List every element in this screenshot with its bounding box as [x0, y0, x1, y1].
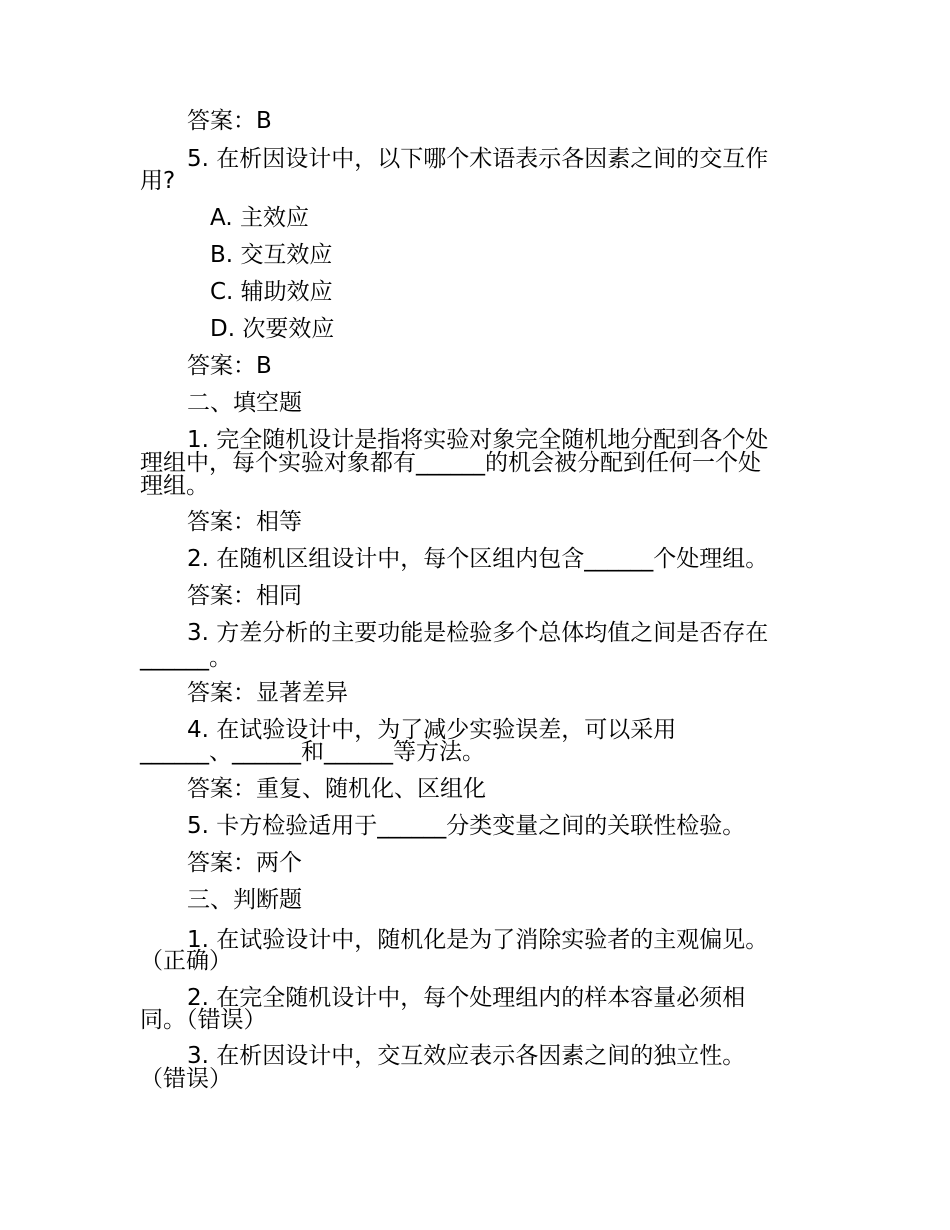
question-text: 5. 卡方检验适用于______分类变量之间的关联性检验。 — [187, 813, 746, 839]
question-text-cont: （错误） — [140, 1066, 232, 1092]
question-text: 2. 在完全随机设计中，每个处理组内的样本容量必须相 — [187, 985, 746, 1011]
question-text-cont: 用? — [140, 168, 176, 194]
question-text-cont: （正确） — [140, 948, 232, 974]
answer-line: 答案：相等 — [187, 509, 302, 535]
question-text: 3. 方差分析的主要功能是检验多个总体均值之间是否存在 — [187, 620, 769, 646]
answer-line: 答案：显著差异 — [187, 680, 348, 706]
section-heading: 三、判断题 — [187, 887, 302, 913]
question-text: 5. 在析因设计中，以下哪个术语表示各因素之间的交互作 — [187, 146, 769, 172]
question-text: 3. 在析因设计中，交互效应表示各因素之间的独立性。 — [187, 1043, 746, 1069]
question-text: 1. 在试验设计中，随机化是为了消除实验者的主观偏见。 — [187, 927, 769, 953]
answer-line: 答案：B — [187, 353, 272, 379]
question-text-cont: ______、______和______等方法。 — [140, 739, 485, 765]
question-text: 1. 完全随机设计是指将实验对象完全随机地分配到各个处 — [187, 427, 769, 453]
question-text-cont: 理组中，每个实验对象都有______的机会被分配到任何一个处 — [140, 450, 761, 476]
answer-line: 答案：两个 — [187, 850, 302, 876]
question-text-cont: ______。 — [140, 645, 232, 671]
option-b: B. 交互效应 — [210, 242, 333, 268]
question-text-cont: 同。（错误） — [140, 1007, 267, 1033]
section-heading: 二、填空题 — [187, 390, 302, 416]
question-text-cont: 理组。 — [140, 473, 209, 499]
question-text: 4. 在试验设计中，为了减少实验误差，可以采用 — [187, 717, 677, 743]
answer-line: 答案：B — [187, 108, 272, 134]
answer-line: 答案：重复、随机化、区组化 — [187, 776, 486, 802]
answer-line: 答案：相同 — [187, 583, 302, 609]
option-d: D. 次要效应 — [210, 316, 335, 342]
option-c: C. 辅助效应 — [210, 279, 333, 305]
question-text: 2. 在随机区组设计中，每个区组内包含______个处理组。 — [187, 546, 769, 572]
option-a: A. 主效应 — [210, 205, 309, 231]
